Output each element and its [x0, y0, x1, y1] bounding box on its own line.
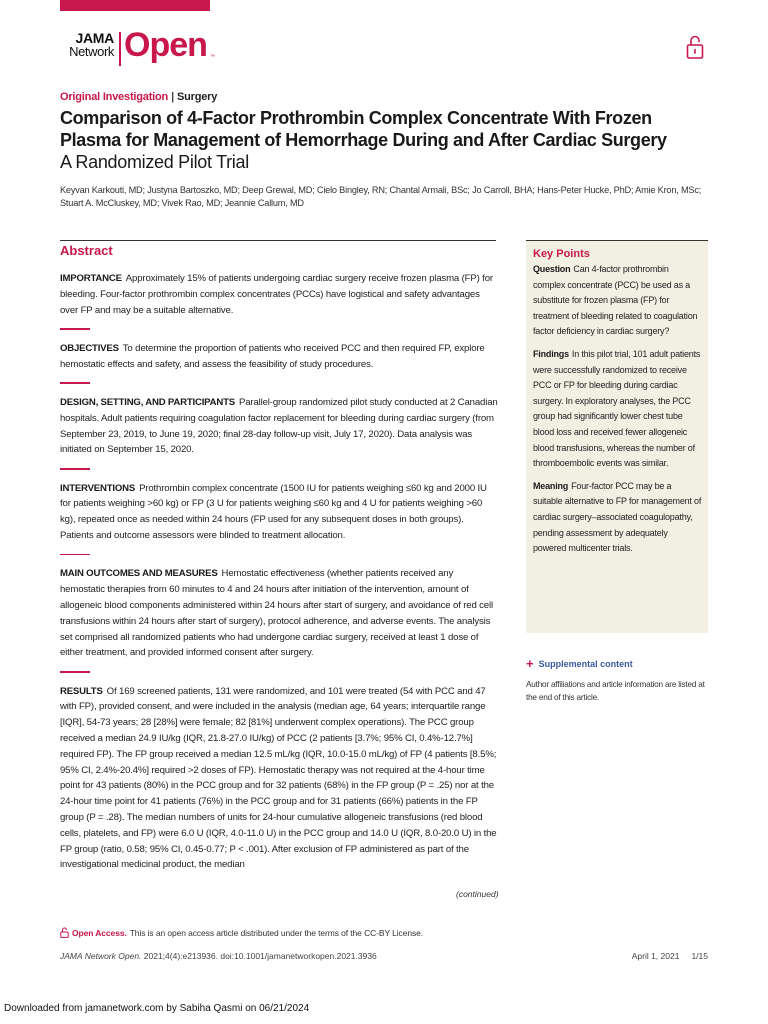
section-text: Hemostatic effectiveness (whether patients received any hemostatic therapies from 60 minutes to 4 and 24 hours after initiation of the intervention, amount of allogeneic blood components administered within 24 hours after start of surgery, and avoidance of red cell transfusions within 24 hours after start of surgery), protocol adherence, and adverse events. The analysis set comprised all randomized patients who had undergone cardiac surgery, received at least 1 dose of either treatment, and provided informed consent after surgery.: [60, 568, 493, 659]
section-divider: [60, 468, 90, 470]
logo-divider: [119, 32, 121, 66]
section-divider: [60, 671, 90, 673]
abstract-results: [60, 684, 498, 874]
brand-bar: [60, 0, 210, 11]
section-text: Parallel-group randomized pilot study conducted at 2 Canadian hospitals. Adult patients requiring coagulation factor replacement for bleeding during cardiac surgery (from September 23, 2019, to June 19, 2020; final 28-day follow-up visit, July 17, 2020). Data analysis was initiated on September 15, 2020.: [60, 396, 498, 456]
open-access-label[interactable]: Open Access.: [72, 928, 127, 938]
author-list: Keyvan Karkouti, MD; Justyna Bartoszko, MD; Deep Grewal, MD; Cielo Bingley, RN; Chantal Armali, BSc; Jo Carroll, BHA; Hans-Peter Hucke, PhD; Amie Kron, MSc; Stuart A. McCluskey, MD; Vivek Rao, MD; Jeannie Callum, MD: [60, 185, 702, 208]
continued-note: (continued): [456, 889, 499, 899]
logo-wordmark-left: [60, 32, 114, 58]
abstract-outcomes: [60, 566, 498, 661]
section-text: To determine the proportion of patients who received PCC and then required FP, explore hemostatic effects and safety, and assess the feasibility of study procedures.: [60, 342, 485, 370]
journal-name: JAMA Network Open.: [60, 951, 142, 961]
logo-jama: JAMA: [75, 30, 114, 46]
abstract-rule: [60, 240, 496, 241]
key-points-box: [526, 240, 708, 633]
key-point-findings: [533, 347, 702, 472]
section-label: OBJECTIVES: [60, 342, 119, 354]
open-access-text: This is an open access article distributed under the terms of the CC-BY License.: [129, 928, 423, 938]
supplemental-content-link[interactable]: [526, 656, 633, 671]
section-label: DESIGN, SETTING, AND PARTICIPANTS: [60, 396, 235, 408]
section-divider: [60, 382, 90, 384]
article-type: [60, 91, 217, 103]
section-divider: [60, 554, 90, 556]
abstract-body: [60, 271, 498, 873]
key-points-heading: Key Points: [533, 248, 590, 260]
open-lock-icon[interactable]: [686, 34, 704, 60]
key-point-text: Four-factor PCC may be a suitable alternative to FP for management of cardiac surgery–associated coagulopathy, pending assessment by adequately powered multicenter trials.: [533, 480, 702, 554]
section-text: Of 169 screened patients, 131 were randomized, and 101 were treated (54 with PCC and 47 with FP), provided consent, and were included in the analysis (median age, 64 years; interquartile range [IQR], 54-73 years; 28 [28%] were female; 82 [81%] underwent complex operations). The PCC group received a median 24.9 IU/kg (IQR, 21.8-27.0 IU/kg) of PCC (2 patients [3.7%; 95% CI, 0.4%-12.7%] required FP). The FP group received a median 12.5 mL/kg (IQR, 10.0-15.0 mL/kg) of FP (4 patients [8.5%; 95% CI, 2.4%-20.4%] required >2 doses of FP). Hemostatic therapy was not required at the 4-hour time point for 43 patients (80%) in the PCC group and for 32 patients (68%) in the FP group (P = .25) nor at the 24-hour time point for 41 patients (76%) in the PCC group and for 31 patients (66%) patients in the FP group (P = .28). The median numbers of units for 24-hour cumulative allogeneic transfusions (red blood cells, platelets, and FP) were 6.0 U (IQR, 4.0-11.0 U) in the PCC group and 14.0 U (IQR, 8.0-20.0 U) in the FP group (ratio, 0.58; 95% CI, 0.45-0.77; P < .001). After exclusion of FP administered as part of the investigational medicinal product, the median: [60, 685, 497, 871]
download-note: Downloaded from jamanetwork.com by Sabiha Qasmi on 06/21/2024: [4, 1003, 310, 1014]
key-point-label: Findings: [533, 348, 569, 359]
section-label: MAIN OUTCOMES AND MEASURES: [60, 568, 218, 580]
key-point-label: Question: [533, 264, 571, 274]
key-point-meaning: [533, 479, 702, 557]
logo-network: Network: [69, 44, 114, 59]
abstract-design: [60, 395, 498, 458]
key-point-text: Can 4-factor prothrombin complex concentrate (PCC) be used as a substitute for frozen plasma (FP) for treatment of bleeding related to coagulation factor deficiency in cardiac surgery?: [533, 264, 698, 337]
citation-text: 2021;4(4):e213936. doi:10.1001/jamanetworkopen.2021.3936: [143, 951, 377, 961]
section-text: Prothrombin complex concentrate (1500 IU for patients weighing ≤60 kg and 2000 IU for patients weighing >60 kg) or FP (3 U for patients weighing ≤60 kg and 4 U for patients weighing >60 kg), repeated once as needed within 24 hours (FP used for any subsequent doses in both groups). Patients and outcome assessors were blinded to treatment allocation.: [60, 482, 487, 542]
abstract-importance: [60, 271, 498, 318]
plus-icon: +: [526, 656, 534, 671]
open-access-line: [60, 927, 423, 938]
abstract-heading: Abstract: [60, 243, 113, 258]
type-separator: |: [171, 91, 174, 103]
key-point-text: In this pilot trial, 101 adult patients were successfully randomized to receive PCC or FP for bleeding during cardiac surgery. In exploratory analyses, the PCC group had significantly lower chest tube blood loss and received fewer allogeneic blood transfusions, whereas the number of thromboembolic events was similar.: [533, 348, 701, 469]
section-divider: [60, 328, 90, 330]
logo-open: Open: [124, 26, 207, 64]
section-text: Approximately 15% of patients undergoing cardiac surgery receive frozen plasma (FP) for bleeding. Four-factor prothrombin complex concentrates (PCCs) have logistical and safety advantages over FP and may be a suitable alternative.: [60, 273, 493, 316]
key-point-label: Meaning: [533, 480, 569, 491]
citation-line: [60, 951, 377, 961]
supplemental-label: Supplemental content: [538, 659, 633, 669]
section-label: RESULTS: [60, 685, 103, 697]
key-point-question: [533, 262, 702, 340]
article-title: Comparison of 4-Factor Prothrombin Complex Concentrate With Frozen Plasma for Management of Hemorrhage During and After Cardiac Surgery: [60, 108, 667, 150]
abstract-objectives: [60, 341, 498, 373]
open-lock-icon: [60, 927, 69, 938]
section-label: IMPORTANCE: [60, 273, 122, 284]
logo-trademark: ™: [210, 54, 215, 60]
affiliations-note: Author affiliations and article information are listed at the end of this article.: [526, 680, 705, 702]
article-subtitle: A Randomized Pilot Trial: [60, 152, 249, 172]
article-subject[interactable]: Surgery: [176, 91, 218, 103]
date-page: [600, 951, 708, 961]
publication-date: April 1, 2021: [631, 951, 680, 961]
abstract-interventions: [60, 481, 498, 544]
page-number: 1/15: [691, 951, 708, 961]
article-type-label[interactable]: Original Investigation: [60, 91, 169, 103]
section-label: INTERVENTIONS: [60, 482, 136, 494]
